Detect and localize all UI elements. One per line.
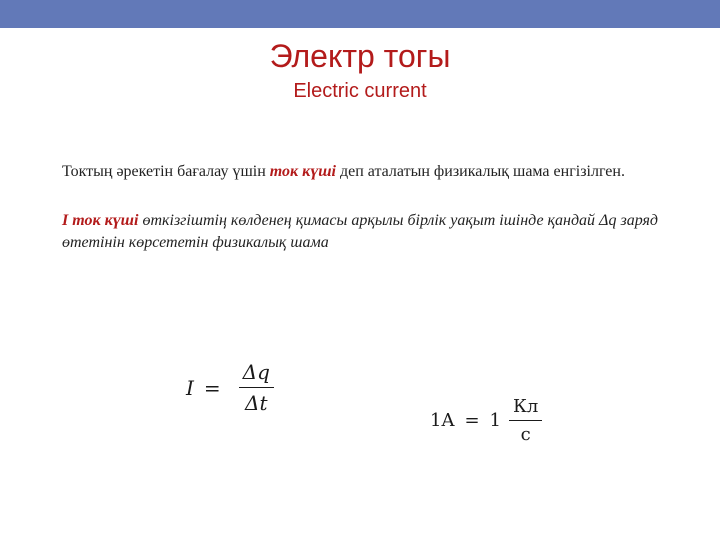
paragraph2-text: өткізгіштің көлденең қимасы арқылы бірлік уақыт ішінде қандай Δq заряд өтетінін көрсететін физикалық шама xyxy=(62,212,659,251)
current-formula xyxy=(186,360,274,415)
formula1-numerator: Δq xyxy=(239,360,274,388)
formula2-lhs: 1A xyxy=(430,410,455,431)
paragraph1-text-after: деп аталатын физикалық шама енгізілген. xyxy=(336,163,625,180)
slide-title: Электр тогы xyxy=(269,38,451,74)
top-bar xyxy=(0,0,720,28)
formula2-coefficient: 1 xyxy=(489,410,501,431)
paragraph2-highlight: I ток күші xyxy=(62,212,139,229)
formula2-denominator: с xyxy=(520,424,531,445)
paragraph1-highlight: ток күші xyxy=(269,163,336,180)
paragraph1-text-before: Токтың әрекетін бағалау үшін xyxy=(62,163,270,180)
formula2-equals: = xyxy=(464,410,480,431)
slide-subtitle: Electric current xyxy=(293,80,427,102)
paragraph-definition xyxy=(62,210,662,254)
formula2-numerator: Кл xyxy=(509,396,542,421)
formula2-fraction xyxy=(509,396,542,445)
formula1-fraction xyxy=(239,360,274,415)
formula1-lhs: I xyxy=(186,375,194,400)
paragraph-definition-intro xyxy=(62,161,662,183)
ampere-unit-formula xyxy=(430,396,542,445)
formula1-denominator: Δt xyxy=(245,391,268,415)
formula1-equals: = xyxy=(203,375,221,400)
